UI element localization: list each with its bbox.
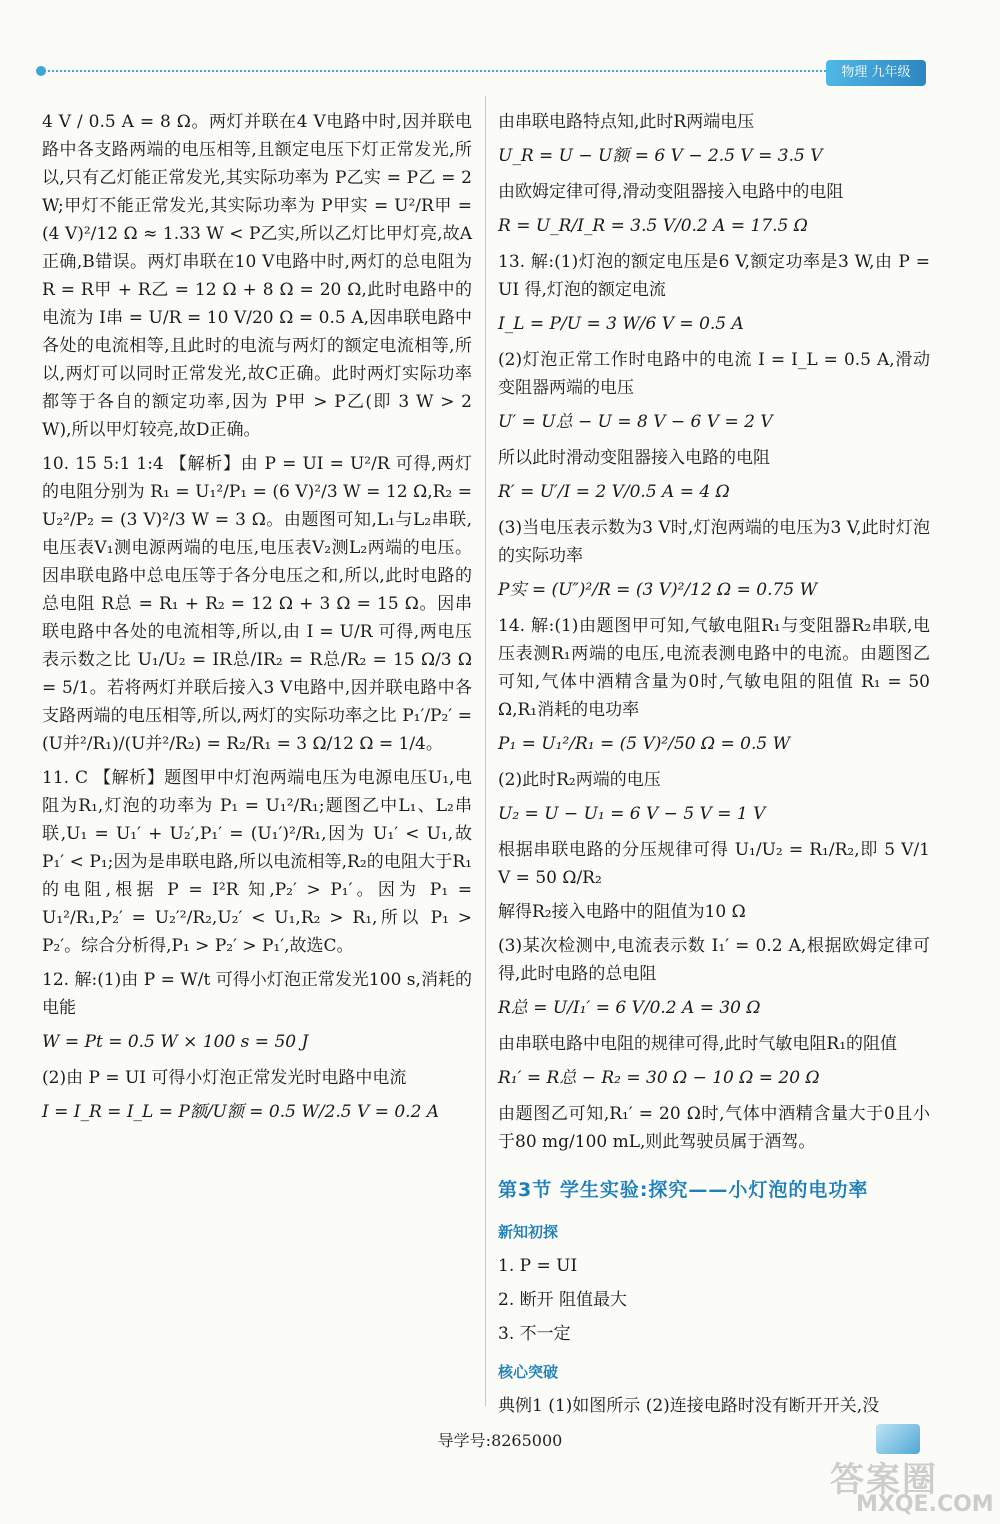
equation: I_L = P/U = 3 W/6 V = 0.5 A: [498, 314, 744, 334]
subsection-title: 新知初探: [498, 1223, 559, 1241]
paragraph: 由串联电路中电阻的规律可得,此时气敏电阻R₁的阻值: [498, 1034, 898, 1054]
watermark-logo: 答案圈: [830, 1460, 938, 1500]
paragraph: (2)灯泡正常工作时电路中的电流 I = I_L = 0.5 A,滑动变阻器两端的电压: [498, 350, 930, 398]
paragraph: (3)某次检测中,电流表示数 I₁′ = 0.2 A,根据欧姆定律可得,此时电路的总电阻: [498, 936, 930, 984]
paragraph: 13. 解:(1)灯泡的额定电压是6 V,额定功率是3 W,由 P = UI 得,灯泡的额定电流: [498, 252, 930, 300]
section-title: 第3节 学生实验:探究——小灯泡的电功率: [498, 1179, 869, 1201]
list-item: 3. 不一定: [498, 1324, 571, 1344]
paragraph: 4 V / 0.5 A = 8 Ω。两灯并联在4 V电路中时,因并联电路中各支路两端的电压相等,且额定电压下灯正常发光,所以,只有乙灯能正常发光,其实际功率为 P乙实 = P乙 = 2 W;甲灯不能正常发光,其实际功率为 P甲实 = U²/R甲 = (4 V)²/12 Ω ≈ 1.33 W < P乙实,所以乙灯比甲灯亮,故A正确,B错误。两灯串联在10 V电路中时,两灯的总电阻为 R = R甲 + R乙 = 12 Ω + 8 Ω = 20 Ω,此时电路中的电流为 I串 = U/R = 10 V/20 Ω = 0.5 A,因串联电路中各处的电流相等,且此时的电流与两灯的额定电流相等,所以,两灯可以同时正常发光,故C正确。此时两灯实际功率都等于各自的额定功率,因为 P甲 > P乙(即 3 W > 2 W),所以甲灯较亮,故D正确。: [42, 112, 472, 440]
list-item: 2. 断开 阻值最大: [498, 1290, 628, 1310]
paragraph: (3)当电压表示数为3 V时,灯泡两端的电压为3 V,此时灯泡的实际功率: [498, 518, 930, 566]
footer-code: 导学号:8265000: [437, 1431, 563, 1450]
paragraph: 解得R₂接入电路中的阻值为10 Ω: [498, 902, 746, 922]
subsection-title: 核心突破: [498, 1363, 559, 1381]
paragraph: 由题图乙可知,R₁′ = 20 Ω时,气体中酒精含量大于0且小于80 mg/100 mL,则此驾驶员属于酒驾。: [498, 1104, 930, 1152]
column-divider: [485, 96, 486, 1406]
paragraph: 由欧姆定律可得,滑动变阻器接入电路中的电阻: [498, 182, 844, 202]
equation: R总 = U/I₁′ = 6 V/0.2 A = 30 Ω: [498, 998, 761, 1018]
equation: U_R = U − U额 = 6 V − 2.5 V = 3.5 V: [498, 146, 823, 166]
watermark-url: MXQE.COM: [856, 1492, 994, 1517]
equation: I = I_R = I_L = P额/U额 = 0.5 W/2.5 V = 0.2 A: [42, 1102, 440, 1122]
equation: W = Pt = 0.5 W × 100 s = 50 J: [42, 1032, 309, 1052]
right-column: [498, 108, 930, 1426]
equation: U₂ = U − U₁ = 6 V − 5 V = 1 V: [498, 804, 766, 824]
paragraph: 所以此时滑动变阻器接入电路的电阻: [498, 448, 770, 468]
header-tab: 物理 九年级: [826, 60, 926, 86]
page-badge: [876, 1424, 920, 1454]
paragraph: 14. 解:(1)由题图甲可知,气敏电阻R₁与变阻器R₂串联,电压表测R₁两端的电压,电流表测电路中的电流。由题图乙可知,气体中酒精含量为0时,气敏电阻的阻值 R₁ = 50 Ω,R₁消耗的电功率: [498, 616, 930, 720]
equation: U′ = U总 − U = 8 V − 6 V = 2 V: [498, 412, 773, 432]
left-column: [42, 108, 472, 1134]
equation: R = U_R/I_R = 3.5 V/0.2 A = 17.5 Ω: [498, 216, 808, 236]
paragraph: (2)此时R₂两端的电压: [498, 770, 661, 790]
equation: P实 = (U″)²/R = (3 V)²/12 Ω = 0.75 W: [498, 580, 818, 600]
paragraph: (2)由 P = UI 可得小灯泡正常发光时电路中电流: [42, 1068, 407, 1088]
paragraph: 典例1 (1)如图所示 (2)连接电路时没有断开开关,没: [498, 1396, 880, 1416]
paragraph: 根据串联电路的分压规律可得 U₁/U₂ = R₁/R₂,即 5 V/1 V = 50 Ω/R₂: [498, 840, 930, 888]
header-rule: [40, 70, 830, 72]
paragraph: 12. 解:(1)由 P = W/t 可得小灯泡正常发光100 s,消耗的电能: [42, 970, 472, 1018]
paragraph: 10. 15 5:1 1:4 【解析】由 P = UI = U²/R 可得,两灯的电阻分别为 R₁ = U₁²/P₁ = (6 V)²/3 W = 12 Ω,R₂ = U₂²/P₂ = (3 V)²/3 W = 3 Ω。由题图可知,L₁与L₂串联,电压表V₁测电源两端的电压,电压表V₂测L₂两端的电压。因串联电路中总电压等于各分电压之和,所以,此时电路的总电阻 R总 = R₁ + R₂ = 12 Ω + 3 Ω = 15 Ω。因串联电路中各处的电流相等,所以,由 I = U/R 可得,两电压表示数之比 U₁/U₂ = IR总/IR₂ = R总/R₂ = 15 Ω/3 Ω = 5/1。若将两灯并联后接入3 V电路中,因并联电路中各支路两端的电压相等,所以,两灯的实际功率之比 P₁′/P₂′ = (U并²/R₁)/(U并²/R₂) = R₂/R₁ = 3 Ω/12 Ω = 1/4。: [42, 454, 472, 754]
paragraph: 由串联电路特点知,此时R两端电压: [498, 112, 755, 132]
paragraph: 11. C 【解析】题图甲中灯泡两端电压为电源电压U₁,电阻为R₁,灯泡的功率为 P₁ = U₁²/R₁;题图乙中L₁、L₂串联,U₁ = U₁′ + U₂′,P₁′ = (U₁′)²/R₁,因为 U₁′ < U₁,故 P₁′ < P₁;因为是串联电路,所以电流相等,R₂的电阻大于R₁的电阻,根据 P = I²R 知,P₂′ > P₁′。因为 P₁ = U₁²/R₁,P₂′ = U₂′²/R₂,U₂′ < U₁,R₂ > R₁,所以 P₁ > P₂′。综合分析得,P₁ > P₂′ > P₁′,故选C。: [42, 768, 472, 956]
equation: P₁ = U₁²/R₁ = (5 V)²/50 Ω = 0.5 W: [498, 734, 791, 754]
equation: R₁′ = R总 − R₂ = 30 Ω − 10 Ω = 20 Ω: [498, 1068, 820, 1088]
list-item: 1. P = UI: [498, 1256, 578, 1276]
equation: R′ = U′/I = 2 V/0.5 A = 4 Ω: [498, 482, 730, 502]
